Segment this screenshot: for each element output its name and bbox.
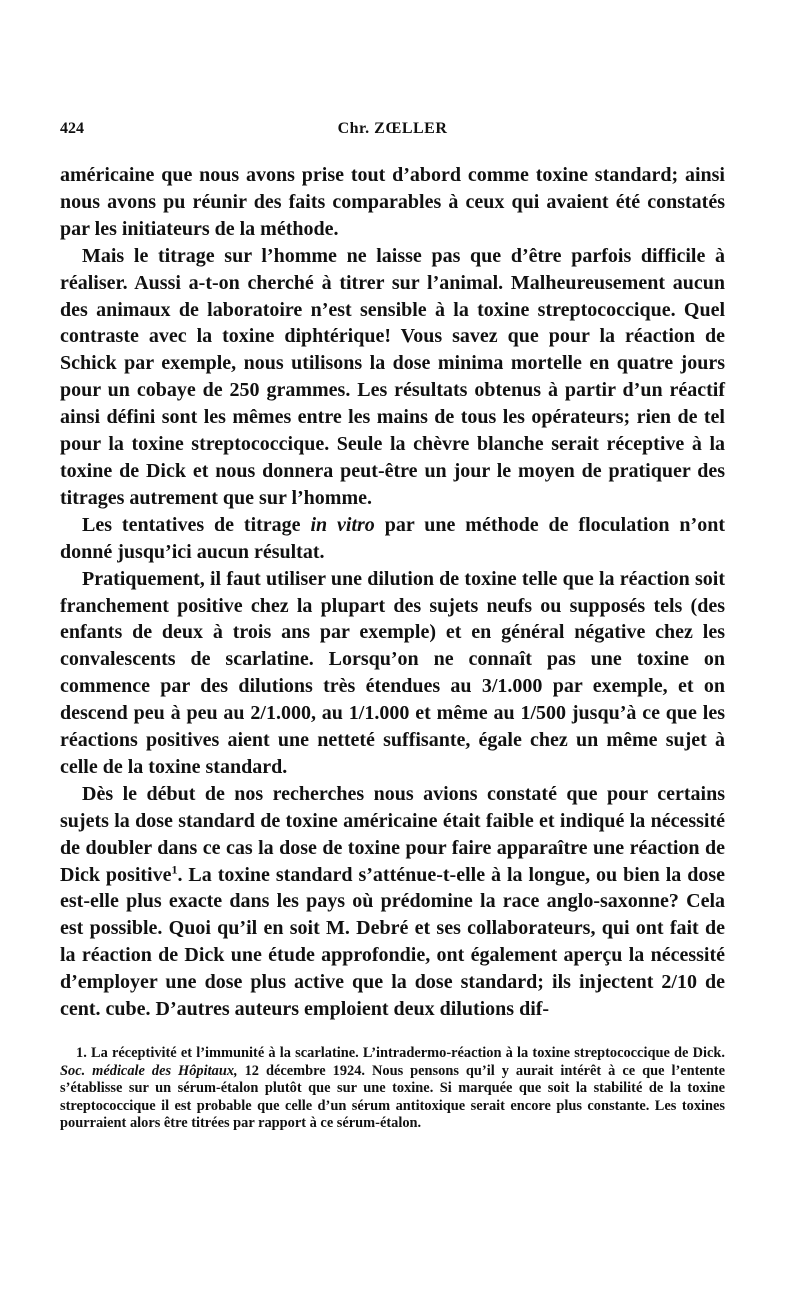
paragraph-5-text-b: . La toxine standard s’atténue-t-elle à la longue, ou bien la dose est-elle plus exacte dans les pays où prédomine la race anglo-saxonne? Cela est possible. Quoi qu’il en soit M. Debré et ses collaborateurs, qui ont fait de la réaction de Dick une étude approfondie, ont également aperçu la nécessité d’employer une dose plus active que la dose standard; ils injectent 2/10 de cent. cube. D’autres auteurs emploient deux dilutions dif- bbox=[60, 863, 725, 1021]
paragraph-3-text-b: par une méthode de floculation n’ont donné jusqu’ici aucun résultat. bbox=[60, 513, 726, 563]
paragraph-4: Pratiquement, il faut utiliser une dilution de toxine telle que la réaction soit franchement positive chez la plupart des sujets neufs ou supposés tels (des enfants de deux à trois ans par exemple) et en général négative chez les convalescents de scarlatine. Lorsqu’on ne connaît pas une toxine on commence par des dilutions très étendues au 3/1.000 par exemple, et on descend peu à peu au 2/1.000, au 1/1.000 et même au 1/500 jusqu’à ce que les réactions positives aient une netteté suffisante, égale chez un même sujet à celle de la toxine standard. bbox=[60, 567, 725, 778]
footnote-1 bbox=[60, 1045, 725, 1133]
footnote-marker: 1 bbox=[171, 861, 178, 876]
running-head: Chr. ZŒLLER bbox=[337, 120, 448, 137]
footnotes bbox=[60, 1045, 725, 1133]
paragraph-3-italic: in vitro bbox=[310, 513, 375, 536]
footnote-italic: Soc. médicale des Hôpitaux, bbox=[60, 1062, 238, 1079]
page-number: 424 bbox=[60, 120, 84, 137]
paragraph-5-text-a: Dès le début de nos recherches nous avions constaté que pour certains sujets la dose standard de toxine américaine était faible et indiqué la nécessité de doubler dans ce cas la dose de toxine pour faire apparaître une réaction de Dick positive bbox=[60, 782, 725, 886]
book-page bbox=[60, 120, 725, 1133]
paragraph-3-text-a: Les tentatives de titrage bbox=[82, 513, 311, 536]
paragraph-3 bbox=[60, 512, 725, 566]
footnote-number: 1. bbox=[76, 1045, 87, 1061]
footnote-text-b: 12 décembre 1924. Nous pensons qu’il y aurait intérêt à ce que l’entente s’établisse sur un sérum-étalon plutôt que sur une toxine. Si marquée que soit la stabilité de la toxine streptococcique il est probable que celle d’un sérum antitoxique serait encore plus constante. Les toxines pourraient alors être titrées par rapport à ce sérum-étalon. bbox=[60, 1062, 725, 1131]
page-header bbox=[60, 120, 725, 150]
body-text bbox=[60, 162, 725, 1023]
paragraph-2: Mais le titrage sur l’homme ne laisse pas que d’être parfois difficile à réaliser. Aussi a-t-on cherché à titrer sur l’animal. Malheureusement aucun des animaux de laboratoire n’est sensible à la toxine streptococcique. Quel contraste avec la toxine diphtérique! Vous savez que pour la réaction de Schick par exemple, nous utilisons la dose minima mortelle en quatre jours pour un cobaye de 250 grammes. Les résultats obtenus à partir d’un réactif ainsi défini sont les mêmes entre les mains de tous les opérateurs; rien de tel pour la toxine streptococcique. Seule la chèvre blanche serait réceptive à la toxine de Dick et nous donnera peut-être un jour le moyen de pratiquer des titrages autrement que sur l’homme. bbox=[60, 244, 725, 509]
paragraph-1: américaine que nous avons prise tout d’abord comme toxine standard; ainsi nous avons pu réunir des faits comparables à ceux qui avaient été constatés par les initiateurs de la méthode. bbox=[60, 164, 725, 240]
paragraph-5 bbox=[60, 781, 725, 1023]
footnote-text-a: La réceptivité et l’immunité à la scarlatine. L’intradermo-réaction à la toxine streptococcique de Dick. bbox=[86, 1045, 725, 1061]
